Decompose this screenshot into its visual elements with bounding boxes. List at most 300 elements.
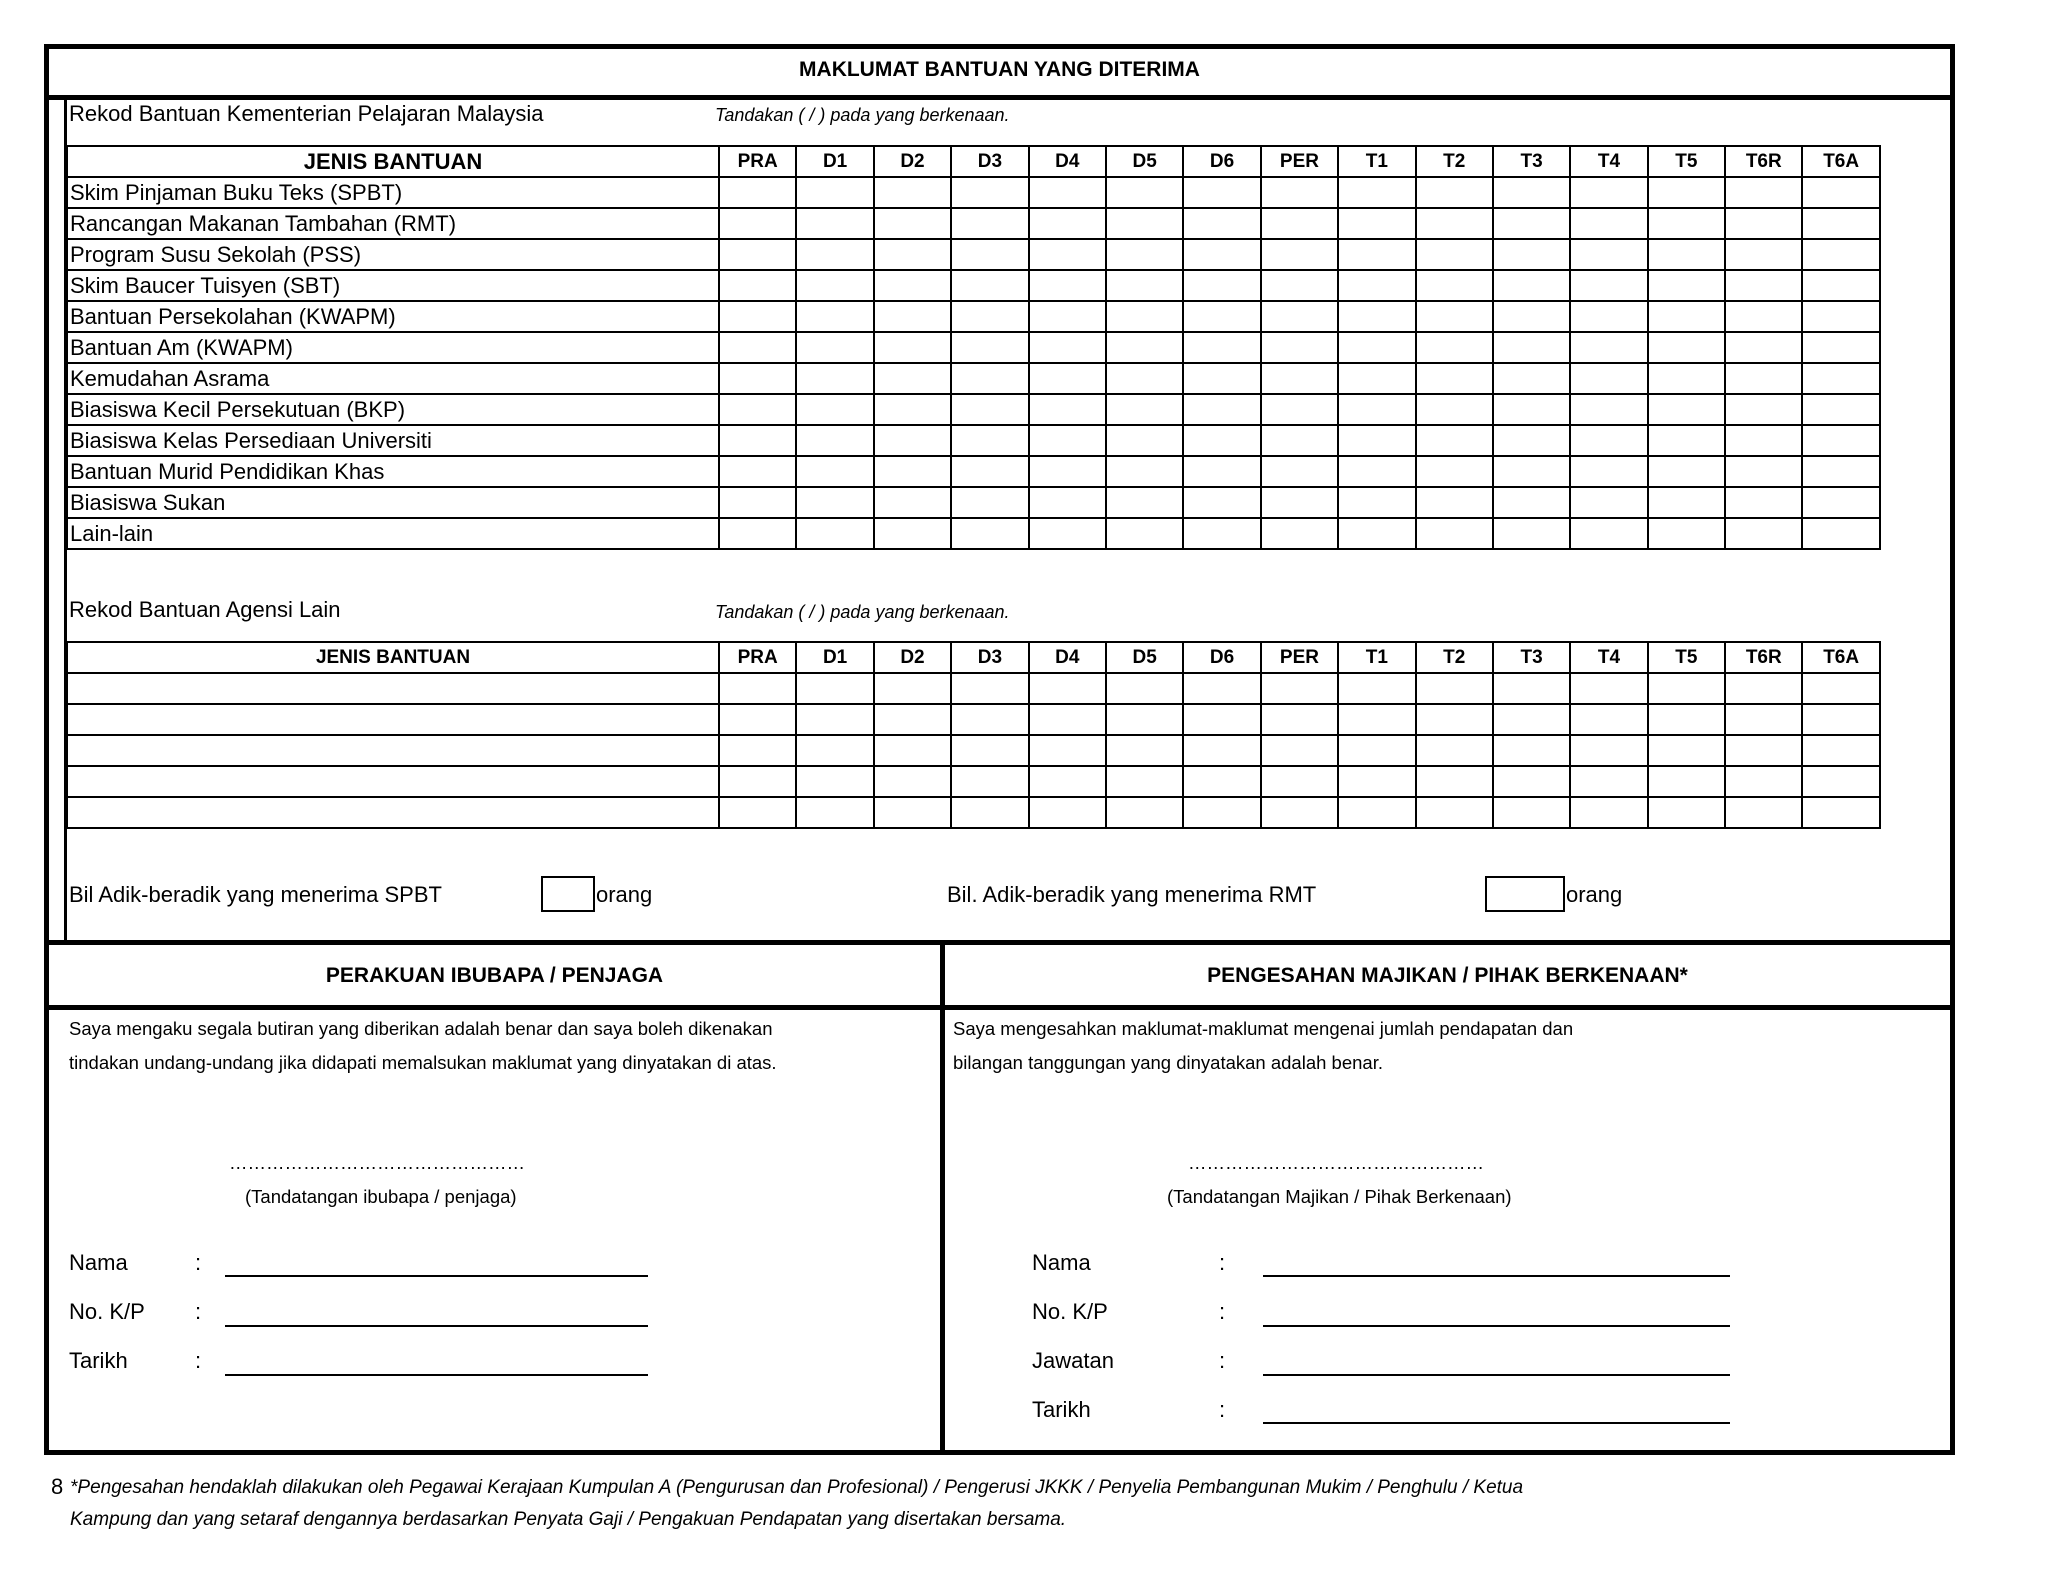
level-header-t3: T3 <box>1493 146 1570 177</box>
employer-signature-dots: ………………………………………… <box>1188 1152 1484 1173</box>
tick-cell-t5[interactable] <box>1648 518 1725 549</box>
tick-cell-t2[interactable] <box>1416 487 1493 518</box>
tick-cell-d4[interactable] <box>1029 673 1106 704</box>
tick-cell-pra[interactable] <box>719 735 796 766</box>
tick-cell-pra[interactable] <box>719 487 796 518</box>
tick-cell-d5[interactable] <box>1106 177 1183 208</box>
tick-cell-t6a[interactable] <box>1802 456 1879 487</box>
tick-cell-t1[interactable] <box>1338 425 1415 456</box>
tick-cell-d2[interactable] <box>874 704 951 735</box>
tick-cell-t3[interactable] <box>1493 177 1570 208</box>
tick-cell-per[interactable] <box>1261 704 1338 735</box>
parent-tarikh-line[interactable] <box>225 1374 648 1376</box>
tick-cell-pra[interactable] <box>719 301 796 332</box>
tick-cell-pra[interactable] <box>719 394 796 425</box>
spbt-siblings-input[interactable] <box>541 876 595 912</box>
aid-type-label: Biasiswa Kecil Persekutuan (BKP) <box>67 394 719 425</box>
aid-type-label[interactable] <box>67 797 719 828</box>
tick-cell-d4[interactable] <box>1029 704 1106 735</box>
tick-cell-t6r[interactable] <box>1725 456 1802 487</box>
tick-cell-d5[interactable] <box>1106 487 1183 518</box>
tick-cell-d4[interactable] <box>1029 177 1106 208</box>
aid-type-label[interactable] <box>67 735 719 766</box>
tick-cell-t1[interactable] <box>1338 704 1415 735</box>
tick-cell-t1[interactable] <box>1338 239 1415 270</box>
tick-cell-d3[interactable] <box>951 487 1028 518</box>
tick-cell-d6[interactable] <box>1183 487 1260 518</box>
tick-cell-t4[interactable] <box>1570 208 1647 239</box>
tick-cell-d3[interactable] <box>951 456 1028 487</box>
tick-cell-d6[interactable] <box>1183 673 1260 704</box>
tick-cell-t3[interactable] <box>1493 456 1570 487</box>
tick-cell-d6[interactable] <box>1183 797 1260 828</box>
table-row <box>67 487 1880 518</box>
tick-cell-t3[interactable] <box>1493 704 1570 735</box>
tick-cell-t6a[interactable] <box>1802 301 1879 332</box>
parent-field-label-tarikh: Tarikh <box>69 1348 128 1373</box>
tick-cell-per[interactable] <box>1261 239 1338 270</box>
tick-cell-d6[interactable] <box>1183 704 1260 735</box>
tick-cell-t6r[interactable] <box>1725 766 1802 797</box>
section-title: MAKLUMAT BANTUAN YANG DITERIMA <box>799 58 1200 81</box>
tick-cell-t1[interactable] <box>1338 270 1415 301</box>
tick-cell-t2[interactable] <box>1416 301 1493 332</box>
tick-cell-t6r[interactable] <box>1725 518 1802 549</box>
tick-cell-t1[interactable] <box>1338 332 1415 363</box>
tick-cell-pra[interactable] <box>719 363 796 394</box>
tick-cell-t4[interactable] <box>1570 239 1647 270</box>
tick-cell-t3[interactable] <box>1493 270 1570 301</box>
tick-cell-d4[interactable] <box>1029 208 1106 239</box>
tick-cell-t4[interactable] <box>1570 735 1647 766</box>
tick-cell-d3[interactable] <box>951 425 1028 456</box>
tick-cell-t6a[interactable] <box>1802 208 1879 239</box>
tick-cell-per[interactable] <box>1261 766 1338 797</box>
tick-cell-d4[interactable] <box>1029 270 1106 301</box>
tick-cell-pra[interactable] <box>719 177 796 208</box>
tick-cell-t4[interactable] <box>1570 766 1647 797</box>
tick-cell-d3[interactable] <box>951 363 1028 394</box>
tick-cell-d6[interactable] <box>1183 301 1260 332</box>
tick-cell-t1[interactable] <box>1338 518 1415 549</box>
tick-cell-d2[interactable] <box>874 208 951 239</box>
tick-cell-per[interactable] <box>1261 797 1338 828</box>
tick-cell-t2[interactable] <box>1416 332 1493 363</box>
tick-cell-t5[interactable] <box>1648 208 1725 239</box>
tick-cell-d6[interactable] <box>1183 456 1260 487</box>
tick-cell-t1[interactable] <box>1338 766 1415 797</box>
tick-cell-t6a[interactable] <box>1802 332 1879 363</box>
tick-cell-d1[interactable] <box>796 208 873 239</box>
tick-cell-pra[interactable] <box>719 270 796 301</box>
tick-cell-per[interactable] <box>1261 425 1338 456</box>
tick-cell-d3[interactable] <box>951 704 1028 735</box>
tick-cell-t5[interactable] <box>1648 487 1725 518</box>
tick-cell-d1[interactable] <box>796 518 873 549</box>
tick-cell-d4[interactable] <box>1029 518 1106 549</box>
tick-cell-per[interactable] <box>1261 332 1338 363</box>
tick-cell-d4[interactable] <box>1029 425 1106 456</box>
tick-cell-t6a[interactable] <box>1802 270 1879 301</box>
tick-cell-d3[interactable] <box>951 301 1028 332</box>
tick-cell-t4[interactable] <box>1570 363 1647 394</box>
tick-cell-t4[interactable] <box>1570 394 1647 425</box>
rmt-siblings-label: Bil. Adik-beradik yang menerima RMT <box>947 882 1317 907</box>
table-row <box>67 301 1880 332</box>
tick-cell-d3[interactable] <box>951 208 1028 239</box>
employer-statement-line2: bilangan tanggungan yang dinyatakan adalah benar. <box>953 1052 1383 1073</box>
tick-cell-t1[interactable] <box>1338 456 1415 487</box>
tick-cell-t4[interactable] <box>1570 332 1647 363</box>
level-header-d6: D6 <box>1183 642 1260 673</box>
tick-cell-t6r[interactable] <box>1725 270 1802 301</box>
kpm-instruction: Tandakan ( / ) pada yang berkenaan. <box>715 105 1010 125</box>
tick-cell-d6[interactable] <box>1183 394 1260 425</box>
tick-cell-d5[interactable] <box>1106 456 1183 487</box>
tick-cell-pra[interactable] <box>719 456 796 487</box>
tick-cell-d4[interactable] <box>1029 456 1106 487</box>
tick-cell-d1[interactable] <box>796 177 873 208</box>
tick-cell-t3[interactable] <box>1493 363 1570 394</box>
tick-cell-t5[interactable] <box>1648 270 1725 301</box>
tick-cell-pra[interactable] <box>719 208 796 239</box>
tick-cell-d5[interactable] <box>1106 332 1183 363</box>
tick-cell-t6a[interactable] <box>1802 487 1879 518</box>
tick-cell-d6[interactable] <box>1183 425 1260 456</box>
employer-field-colon: : <box>1219 1299 1226 1324</box>
tick-cell-t5[interactable] <box>1648 673 1725 704</box>
tick-cell-t4[interactable] <box>1570 301 1647 332</box>
tick-cell-d5[interactable] <box>1106 766 1183 797</box>
tick-cell-d2[interactable] <box>874 270 951 301</box>
tick-cell-pra[interactable] <box>719 425 796 456</box>
tick-cell-t1[interactable] <box>1338 363 1415 394</box>
tick-cell-t1[interactable] <box>1338 208 1415 239</box>
tick-cell-d1[interactable] <box>796 270 873 301</box>
tick-cell-d6[interactable] <box>1183 735 1260 766</box>
tick-cell-per[interactable] <box>1261 394 1338 425</box>
tick-cell-per[interactable] <box>1261 487 1338 518</box>
tick-cell-t3[interactable] <box>1493 518 1570 549</box>
tick-cell-d3[interactable] <box>951 177 1028 208</box>
level-header-d1: D1 <box>796 642 873 673</box>
tick-cell-d5[interactable] <box>1106 239 1183 270</box>
tick-cell-d5[interactable] <box>1106 270 1183 301</box>
parent-statement-line2: tindakan undang-undang jika didapati memalsukan maklumat yang dinyatakan di atas. <box>69 1052 777 1073</box>
tick-cell-d1[interactable] <box>796 456 873 487</box>
tick-cell-t2[interactable] <box>1416 177 1493 208</box>
tick-cell-d1[interactable] <box>796 394 873 425</box>
table-row <box>67 363 1880 394</box>
parent-statement-line1: Saya mengaku segala butiran yang diberikan adalah benar dan saya boleh dikenakan <box>69 1018 773 1039</box>
tick-cell-d1[interactable] <box>796 301 873 332</box>
tick-cell-t2[interactable] <box>1416 239 1493 270</box>
tick-cell-pra[interactable] <box>719 704 796 735</box>
tick-cell-d4[interactable] <box>1029 487 1106 518</box>
tick-cell-d2[interactable] <box>874 673 951 704</box>
tick-cell-d4[interactable] <box>1029 797 1106 828</box>
tick-cell-t1[interactable] <box>1338 487 1415 518</box>
tick-cell-t6r[interactable] <box>1725 704 1802 735</box>
tick-cell-t3[interactable] <box>1493 487 1570 518</box>
tick-cell-t6a[interactable] <box>1802 394 1879 425</box>
tick-cell-d6[interactable] <box>1183 332 1260 363</box>
tick-cell-t3[interactable] <box>1493 766 1570 797</box>
tick-cell-d6[interactable] <box>1183 208 1260 239</box>
aid-type-label: Bantuan Murid Pendidikan Khas <box>67 456 719 487</box>
tick-cell-d5[interactable] <box>1106 704 1183 735</box>
tick-cell-d1[interactable] <box>796 735 873 766</box>
level-header-t3: T3 <box>1493 642 1570 673</box>
tick-cell-d4[interactable] <box>1029 735 1106 766</box>
tick-cell-d1[interactable] <box>796 704 873 735</box>
tick-cell-t1[interactable] <box>1338 394 1415 425</box>
tick-cell-d5[interactable] <box>1106 673 1183 704</box>
tick-cell-per[interactable] <box>1261 270 1338 301</box>
tick-cell-t6a[interactable] <box>1802 766 1879 797</box>
tick-cell-pra[interactable] <box>719 797 796 828</box>
tick-cell-t4[interactable] <box>1570 177 1647 208</box>
tick-cell-d1[interactable] <box>796 797 873 828</box>
aid-type-label[interactable] <box>67 766 719 797</box>
level-header-t1: T1 <box>1338 642 1415 673</box>
tick-cell-t2[interactable] <box>1416 456 1493 487</box>
tick-cell-t2[interactable] <box>1416 735 1493 766</box>
tick-cell-d6[interactable] <box>1183 766 1260 797</box>
tick-cell-d2[interactable] <box>874 518 951 549</box>
tick-cell-d6[interactable] <box>1183 177 1260 208</box>
tick-cell-pra[interactable] <box>719 332 796 363</box>
tick-cell-per[interactable] <box>1261 456 1338 487</box>
tick-cell-t2[interactable] <box>1416 425 1493 456</box>
table-row <box>67 797 1880 828</box>
tick-cell-t6a[interactable] <box>1802 735 1879 766</box>
employer-field-colon: : <box>1219 1348 1226 1373</box>
level-header-d4: D4 <box>1029 642 1106 673</box>
tick-cell-t5[interactable] <box>1648 239 1725 270</box>
tick-cell-t5[interactable] <box>1648 301 1725 332</box>
tick-cell-t6a[interactable] <box>1802 239 1879 270</box>
tick-cell-d2[interactable] <box>874 456 951 487</box>
employer-nama-line[interactable] <box>1263 1275 1730 1277</box>
tick-cell-d5[interactable] <box>1106 735 1183 766</box>
tick-cell-t4[interactable] <box>1570 797 1647 828</box>
tick-cell-t5[interactable] <box>1648 456 1725 487</box>
tick-cell-d3[interactable] <box>951 332 1028 363</box>
tick-cell-t3[interactable] <box>1493 301 1570 332</box>
tick-cell-d4[interactable] <box>1029 363 1106 394</box>
tick-cell-d3[interactable] <box>951 270 1028 301</box>
tick-cell-t3[interactable] <box>1493 394 1570 425</box>
tick-cell-t6r[interactable] <box>1725 301 1802 332</box>
tick-cell-t6a[interactable] <box>1802 797 1879 828</box>
tick-cell-t6r[interactable] <box>1725 394 1802 425</box>
tick-cell-per[interactable] <box>1261 363 1338 394</box>
tick-cell-t5[interactable] <box>1648 735 1725 766</box>
tick-cell-t2[interactable] <box>1416 394 1493 425</box>
tick-cell-t4[interactable] <box>1570 518 1647 549</box>
aid-type-label[interactable] <box>67 673 719 704</box>
employer-kp-line[interactable] <box>1263 1325 1730 1327</box>
employer-statement-line1: Saya mengesahkan maklumat-maklumat mengenai jumlah pendapatan dan <box>953 1018 1574 1039</box>
tick-cell-t6r[interactable] <box>1725 797 1802 828</box>
tick-cell-t1[interactable] <box>1338 673 1415 704</box>
tick-cell-t4[interactable] <box>1570 456 1647 487</box>
tick-cell-t1[interactable] <box>1338 177 1415 208</box>
tick-cell-d4[interactable] <box>1029 239 1106 270</box>
tick-cell-t3[interactable] <box>1493 208 1570 239</box>
table-row <box>67 239 1880 270</box>
tick-cell-t3[interactable] <box>1493 735 1570 766</box>
tick-cell-d2[interactable] <box>874 239 951 270</box>
tick-cell-d3[interactable] <box>951 797 1028 828</box>
tick-cell-d1[interactable] <box>796 487 873 518</box>
tick-cell-d5[interactable] <box>1106 363 1183 394</box>
employer-tarikh-line[interactable] <box>1263 1422 1730 1424</box>
tick-cell-t3[interactable] <box>1493 425 1570 456</box>
tick-cell-d3[interactable] <box>951 394 1028 425</box>
tick-cell-t1[interactable] <box>1338 735 1415 766</box>
tick-cell-t6a[interactable] <box>1802 704 1879 735</box>
tick-cell-t3[interactable] <box>1493 673 1570 704</box>
tick-cell-d5[interactable] <box>1106 208 1183 239</box>
tick-cell-d6[interactable] <box>1183 239 1260 270</box>
tick-cell-t4[interactable] <box>1570 487 1647 518</box>
tick-cell-d5[interactable] <box>1106 394 1183 425</box>
tick-cell-t3[interactable] <box>1493 797 1570 828</box>
tick-cell-d2[interactable] <box>874 766 951 797</box>
tick-cell-d1[interactable] <box>796 425 873 456</box>
tick-cell-per[interactable] <box>1261 673 1338 704</box>
tick-cell-t6r[interactable] <box>1725 363 1802 394</box>
tick-cell-d2[interactable] <box>874 797 951 828</box>
tick-cell-t5[interactable] <box>1648 332 1725 363</box>
tick-cell-d5[interactable] <box>1106 518 1183 549</box>
parent-field-label-nama: Nama <box>69 1250 128 1275</box>
tick-cell-d6[interactable] <box>1183 363 1260 394</box>
tick-cell-d1[interactable] <box>796 239 873 270</box>
tick-cell-t2[interactable] <box>1416 673 1493 704</box>
tick-cell-t2[interactable] <box>1416 363 1493 394</box>
parent-nama-line[interactable] <box>225 1275 648 1277</box>
tick-cell-d1[interactable] <box>796 332 873 363</box>
tick-cell-d2[interactable] <box>874 177 951 208</box>
tick-cell-t6a[interactable] <box>1802 363 1879 394</box>
tick-cell-d2[interactable] <box>874 363 951 394</box>
tick-cell-per[interactable] <box>1261 735 1338 766</box>
tick-cell-t2[interactable] <box>1416 704 1493 735</box>
tick-cell-t2[interactable] <box>1416 518 1493 549</box>
tick-cell-d2[interactable] <box>874 487 951 518</box>
tick-cell-d2[interactable] <box>874 332 951 363</box>
tick-cell-pra[interactable] <box>719 673 796 704</box>
tick-cell-d4[interactable] <box>1029 394 1106 425</box>
tick-cell-per[interactable] <box>1261 177 1338 208</box>
tick-cell-t6r[interactable] <box>1725 177 1802 208</box>
tick-cell-t5[interactable] <box>1648 177 1725 208</box>
tick-cell-t6r[interactable] <box>1725 425 1802 456</box>
tick-cell-d4[interactable] <box>1029 301 1106 332</box>
tick-cell-pra[interactable] <box>719 239 796 270</box>
tick-cell-t6r[interactable] <box>1725 208 1802 239</box>
employer-field-colon: : <box>1219 1250 1226 1275</box>
tick-cell-d6[interactable] <box>1183 518 1260 549</box>
tick-cell-t6r[interactable] <box>1725 487 1802 518</box>
tick-cell-t4[interactable] <box>1570 673 1647 704</box>
tick-cell-t4[interactable] <box>1570 704 1647 735</box>
tick-cell-t2[interactable] <box>1416 270 1493 301</box>
aid-type-label[interactable] <box>67 704 719 735</box>
tick-cell-t1[interactable] <box>1338 301 1415 332</box>
tick-cell-t4[interactable] <box>1570 270 1647 301</box>
tick-cell-t2[interactable] <box>1416 766 1493 797</box>
tick-cell-d2[interactable] <box>874 394 951 425</box>
tick-cell-pra[interactable] <box>719 518 796 549</box>
tick-cell-d3[interactable] <box>951 673 1028 704</box>
tick-cell-d5[interactable] <box>1106 797 1183 828</box>
level-header-t2: T2 <box>1416 642 1493 673</box>
tick-cell-t2[interactable] <box>1416 208 1493 239</box>
tick-cell-d4[interactable] <box>1029 332 1106 363</box>
tick-cell-t5[interactable] <box>1648 704 1725 735</box>
employer-jawatan-line[interactable] <box>1263 1374 1730 1376</box>
tick-cell-d6[interactable] <box>1183 270 1260 301</box>
spbt-siblings-label: Bil Adik-beradik yang menerima SPBT <box>69 882 442 907</box>
tick-cell-d2[interactable] <box>874 735 951 766</box>
tick-cell-t6r[interactable] <box>1725 239 1802 270</box>
tick-cell-t6r[interactable] <box>1725 332 1802 363</box>
tick-cell-d1[interactable] <box>796 673 873 704</box>
tick-cell-t5[interactable] <box>1648 363 1725 394</box>
tick-cell-d1[interactable] <box>796 363 873 394</box>
tick-cell-t5[interactable] <box>1648 797 1725 828</box>
tick-cell-t3[interactable] <box>1493 332 1570 363</box>
tick-cell-t6r[interactable] <box>1725 673 1802 704</box>
tick-cell-t5[interactable] <box>1648 766 1725 797</box>
tick-cell-per[interactable] <box>1261 301 1338 332</box>
tick-cell-t6a[interactable] <box>1802 425 1879 456</box>
tick-cell-t2[interactable] <box>1416 797 1493 828</box>
rmt-siblings-input[interactable] <box>1485 876 1565 912</box>
tick-cell-t6a[interactable] <box>1802 518 1879 549</box>
tick-cell-d2[interactable] <box>874 301 951 332</box>
tick-cell-per[interactable] <box>1261 518 1338 549</box>
tick-cell-d3[interactable] <box>951 239 1028 270</box>
tick-cell-t4[interactable] <box>1570 425 1647 456</box>
tick-cell-t1[interactable] <box>1338 797 1415 828</box>
parent-kp-line[interactable] <box>225 1325 648 1327</box>
level-header-d6: D6 <box>1183 146 1260 177</box>
tick-cell-t6a[interactable] <box>1802 673 1879 704</box>
tick-cell-d2[interactable] <box>874 425 951 456</box>
kpm-heading: Rekod Bantuan Kementerian Pelajaran Malaysia <box>69 101 544 126</box>
tick-cell-d5[interactable] <box>1106 425 1183 456</box>
tick-cell-d5[interactable] <box>1106 301 1183 332</box>
tick-cell-d3[interactable] <box>951 766 1028 797</box>
tick-cell-d3[interactable] <box>951 735 1028 766</box>
tick-cell-d3[interactable] <box>951 518 1028 549</box>
tick-cell-t5[interactable] <box>1648 425 1725 456</box>
tick-cell-d1[interactable] <box>796 766 873 797</box>
tick-cell-pra[interactable] <box>719 766 796 797</box>
level-header-d1: D1 <box>796 146 873 177</box>
tick-cell-per[interactable] <box>1261 208 1338 239</box>
tick-cell-t6r[interactable] <box>1725 735 1802 766</box>
tick-cell-d4[interactable] <box>1029 766 1106 797</box>
tick-cell-t5[interactable] <box>1648 394 1725 425</box>
tick-cell-t3[interactable] <box>1493 239 1570 270</box>
tick-cell-t6a[interactable] <box>1802 177 1879 208</box>
